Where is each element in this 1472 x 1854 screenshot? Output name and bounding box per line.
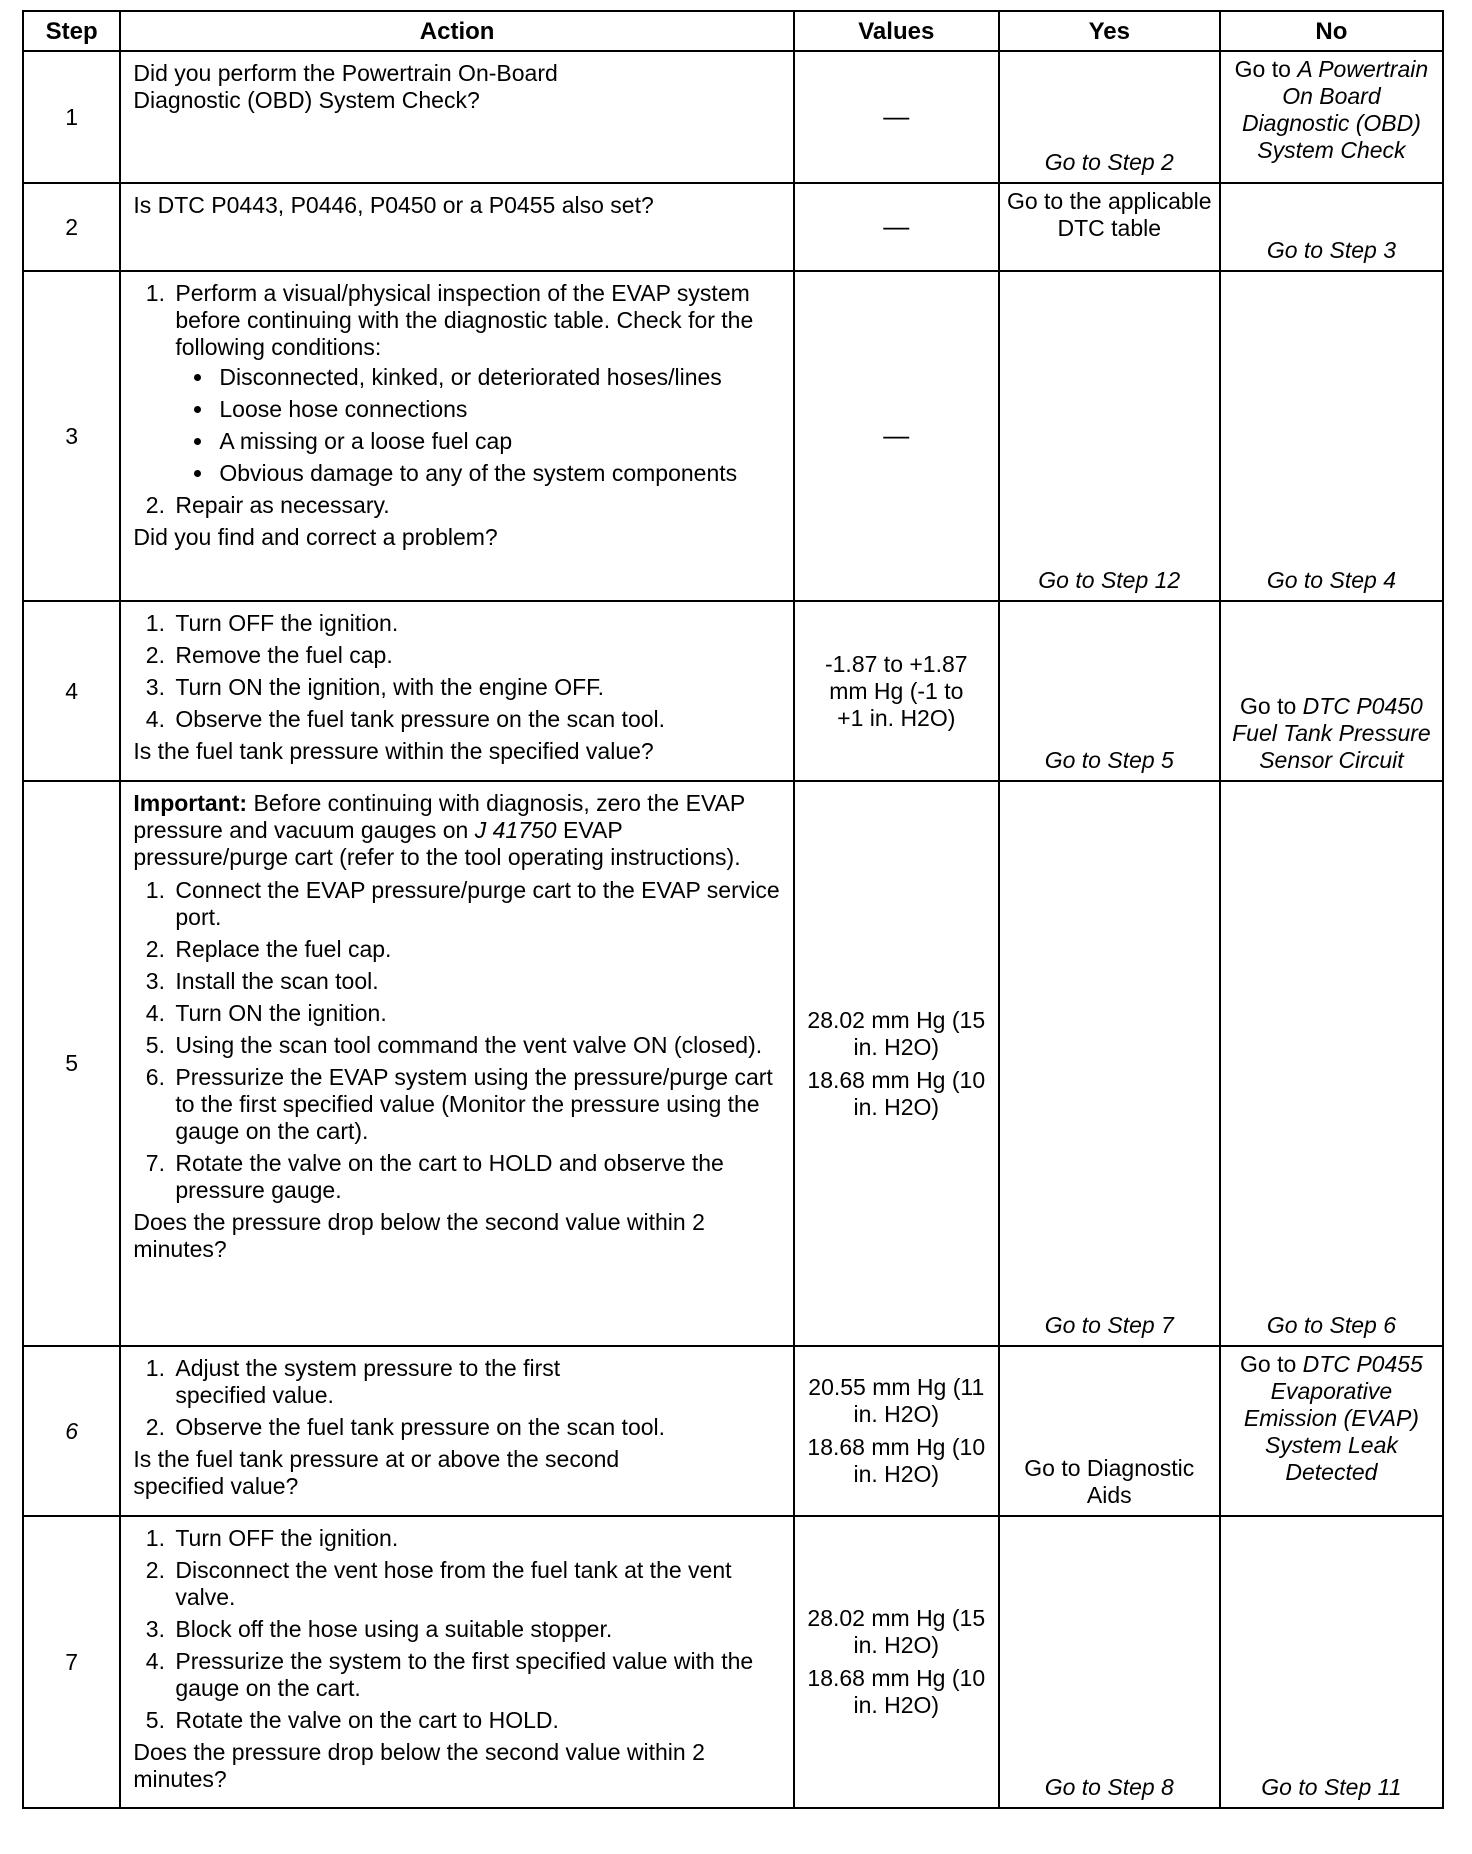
- no-cell[interactable]: Go to Step 4: [1220, 271, 1443, 601]
- values-cell: [794, 1516, 999, 1808]
- action-step: 7. Rotate the valve on the cart to HOLD and observe the pressure gauge.: [171, 1150, 782, 1204]
- header-yes: Yes: [999, 11, 1220, 51]
- action-step: 2. Remove the fuel cap.: [171, 642, 782, 669]
- values-text: 18.68 mm Hg (10 in. H2O): [807, 1434, 986, 1487]
- header-step: Step: [23, 11, 120, 51]
- action-question: Does the pressure drop below the second value within 2 minutes?: [133, 1209, 705, 1262]
- table-row: [23, 1516, 1443, 1808]
- values-text: -1.87 to +1.87 mm Hg (-1 to +1 in. H2O): [824, 650, 968, 731]
- values-cell: [794, 51, 999, 183]
- yes-cell[interactable]: Go to Step 7: [999, 781, 1220, 1346]
- no-prefix: Go to: [1234, 56, 1291, 82]
- values-cell: [794, 271, 999, 601]
- header-no: No: [1220, 11, 1443, 51]
- condition-list: [175, 364, 782, 487]
- condition-item: • Obvious damage to any of the system components: [215, 460, 782, 487]
- action-question: Is DTC P0443, P0446, P0450 or a P0455 also set?: [133, 192, 654, 218]
- yes-cell[interactable]: Go to the applicable DTC table: [999, 183, 1220, 271]
- action-question: Did you find and correct a problem?: [133, 524, 498, 550]
- values-text: 28.02 mm Hg (15 in. H2O): [807, 1605, 986, 1658]
- action-step: 1. Turn OFF the ignition.: [171, 610, 782, 637]
- step-number: 6: [23, 1346, 120, 1516]
- no-cell[interactable]: Go to Step 11: [1220, 1516, 1443, 1808]
- values-text: 20.55 mm Hg (11 in. H2O): [808, 1374, 985, 1427]
- no-link[interactable]: DTC P0450 Fuel Tank Pressure Sensor Circuit: [1232, 693, 1431, 773]
- values-text: 18.68 mm Hg (10 in. H2O): [807, 1066, 986, 1120]
- values-cell: [794, 1346, 999, 1516]
- no-cell[interactable]: Go to Step 3: [1220, 183, 1443, 271]
- action-cell: [120, 183, 793, 271]
- yes-cell[interactable]: Go to Diagnostic Aids: [999, 1346, 1220, 1516]
- header-action: Action: [120, 11, 793, 51]
- action-cell: [120, 1516, 793, 1808]
- action-steps: [133, 280, 782, 519]
- action-step: 5. Using the scan tool command the vent valve ON (closed).: [171, 1032, 782, 1059]
- table-row: [23, 271, 1443, 601]
- condition-item: • A missing or a loose fuel cap: [215, 428, 782, 455]
- diagnostic-table: [22, 10, 1444, 1809]
- action-step: 1. Adjust the system pressure to the first specified value.: [171, 1355, 782, 1409]
- no-prefix: Go to: [1240, 693, 1297, 719]
- action-question: Is the fuel tank pressure at or above the second specified value?: [133, 1446, 620, 1499]
- table-row: [23, 601, 1443, 781]
- action-step: 4. Observe the fuel tank pressure on the scan tool.: [171, 706, 782, 733]
- action-step: 3. Install the scan tool.: [171, 968, 782, 995]
- step-number: 7: [23, 1516, 120, 1808]
- action-cell: [120, 781, 793, 1346]
- step-number: 4: [23, 601, 120, 781]
- table-row: [23, 51, 1443, 183]
- action-step: 1. Perform a visual/physical inspection of the EVAP system before continuing with the diagnostic table. Check for the following conditions: • Disconnected, kinked, or deteriorated hoses/lines • Loose hose connections • A missing or a loose fuel cap • Obvious damage to any of the system components: [171, 280, 782, 487]
- yes-cell[interactable]: Go to Step 12: [999, 271, 1220, 601]
- condition-item: • Disconnected, kinked, or deteriorated hoses/lines: [215, 364, 782, 391]
- no-cell[interactable]: [1220, 1346, 1443, 1516]
- action-step: 4. Pressurize the system to the first specified value with the gauge on the cart.: [171, 1648, 782, 1702]
- action-steps: [133, 877, 782, 1204]
- condition-item: • Loose hose connections: [215, 396, 782, 423]
- yes-cell[interactable]: Go to Step 8: [999, 1516, 1220, 1808]
- no-link[interactable]: A Powertrain On Board Diagnostic (OBD) System Check: [1241, 56, 1429, 163]
- action-step: 2. Replace the fuel cap.: [171, 936, 782, 963]
- action-cell: [120, 51, 793, 183]
- yes-cell[interactable]: Go to Step 5: [999, 601, 1220, 781]
- action-steps: [133, 1355, 782, 1441]
- action-question: Did you perform the Powertrain On-Board Diagnostic (OBD) System Check?: [133, 60, 558, 113]
- values-text: 18.68 mm Hg (10 in. H2O): [807, 1665, 986, 1718]
- no-link[interactable]: DTC P0455 Evaporative Emission (EVAP) System Leak Detected: [1243, 1351, 1423, 1485]
- no-prefix: Go to: [1240, 1351, 1297, 1377]
- action-step: 5. Rotate the valve on the cart to HOLD.: [171, 1707, 782, 1734]
- yes-cell[interactable]: Go to Step 2: [999, 51, 1220, 183]
- values-cell: [794, 601, 999, 781]
- values-cell: [794, 781, 999, 1346]
- no-cell[interactable]: [1220, 51, 1443, 183]
- values-text: 28.02 mm Hg (15 in. H2O): [807, 1006, 986, 1060]
- step-number: 5: [23, 781, 120, 1346]
- action-question: Does the pressure drop below the second value within 2 minutes?: [133, 1739, 705, 1792]
- action-step: 2. Disconnect the vent hose from the fuel tank at the vent valve.: [171, 1557, 782, 1611]
- header-values: Values: [794, 11, 999, 51]
- table-header-row: [23, 11, 1443, 51]
- action-cell: [120, 271, 793, 601]
- table-row: [23, 183, 1443, 271]
- step-number: 3: [23, 271, 120, 601]
- no-cell[interactable]: Go to Step 6: [1220, 781, 1443, 1346]
- important-note: Important: Before continuing with diagnosis, zero the EVAP pressure and vacuum gauges on J 41750 EVAP pressure/purge cart (refer to the tool operating instructions).: [133, 790, 745, 870]
- action-step: 1. Connect the EVAP pressure/purge cart to the EVAP service port.: [171, 877, 782, 931]
- step-number: 2: [23, 183, 120, 271]
- action-steps: [133, 610, 782, 733]
- action-cell: [120, 1346, 793, 1516]
- action-cell: [120, 601, 793, 781]
- important-label: Important:: [133, 790, 248, 816]
- step-number: 1: [23, 51, 120, 183]
- action-question: Is the fuel tank pressure within the specified value?: [133, 738, 654, 764]
- values-text: —: [883, 420, 910, 450]
- action-step: 4. Turn ON the ignition.: [171, 1000, 782, 1027]
- values-text: —: [883, 101, 910, 131]
- values-cell: [794, 183, 999, 271]
- action-step: 2. Observe the fuel tank pressure on the scan tool.: [171, 1414, 782, 1441]
- no-cell[interactable]: [1220, 601, 1443, 781]
- action-step: 3. Block off the hose using a suitable stopper.: [171, 1616, 782, 1643]
- table-row: [23, 1346, 1443, 1516]
- action-step: 3. Turn ON the ignition, with the engine OFF.: [171, 674, 782, 701]
- values-text: —: [883, 211, 910, 241]
- action-step: 6. Pressurize the EVAP system using the pressure/purge cart to the first specified value (Monitor the pressure using the gauge on the cart).: [171, 1064, 782, 1145]
- table-row: [23, 781, 1443, 1346]
- action-step: 2. Repair as necessary.: [171, 492, 782, 519]
- tool-number: J 41750: [474, 817, 557, 843]
- action-step: 1. Turn OFF the ignition.: [171, 1525, 782, 1552]
- action-steps: [133, 1525, 782, 1734]
